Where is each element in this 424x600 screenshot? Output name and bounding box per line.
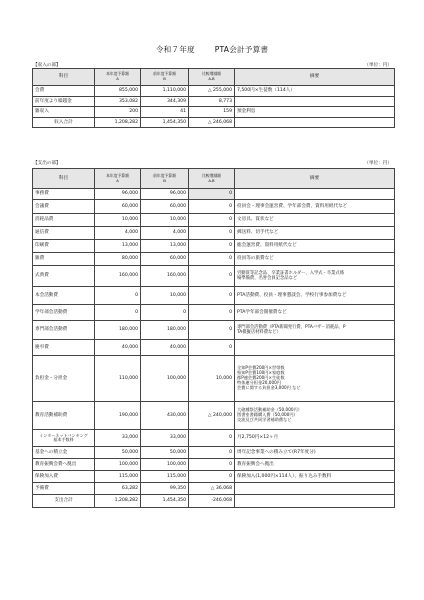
row-item: 式典費 xyxy=(33,266,95,287)
row-previous: 100,000 xyxy=(141,459,189,471)
row-current: 110,000 xyxy=(95,356,141,402)
row-note: 総会運営費、資料用紙代など xyxy=(235,240,395,253)
row-diff: 0 xyxy=(189,266,235,287)
row-diff: 0 xyxy=(189,287,235,305)
row-current: 180,000 xyxy=(95,321,141,340)
expense-table xyxy=(32,168,395,508)
row-item: 収入合計 xyxy=(33,117,95,128)
row-current: 1,208,282 xyxy=(95,495,141,508)
row-previous: 10,000 xyxy=(141,214,189,227)
row-item: 通信費 xyxy=(33,227,95,240)
table-row xyxy=(33,483,395,495)
row-item: 会議費 xyxy=(33,200,95,214)
row-note: PTA学年部会開催費など xyxy=(235,305,395,321)
table-row xyxy=(33,96,395,107)
row-current: 1,208,282 xyxy=(95,117,141,128)
row-note xyxy=(235,117,395,128)
row-diff: △ 36,068 xyxy=(189,483,235,495)
row-diff: 8,773 xyxy=(189,96,235,107)
row-note: 労勤賞等記念品、卒業証書ホルダー、入学式・卒業式係 場準備費、名誉会員記念品など xyxy=(235,266,395,287)
row-diff: 0 xyxy=(189,214,235,227)
row-note xyxy=(235,495,395,508)
table-row xyxy=(33,253,395,266)
row-item: 教育振興会費へ拠出 xyxy=(33,459,95,471)
row-item: 雑費 xyxy=(33,253,95,266)
row-diff: △ 246,068 xyxy=(189,117,235,128)
table-row xyxy=(33,266,395,287)
row-current: 115,000 xyxy=(95,471,141,483)
row-note: 月2,750円×12ヶ月 xyxy=(235,430,395,447)
table-row xyxy=(33,471,395,483)
income-total-row xyxy=(33,117,395,128)
row-current: 855,000 xyxy=(95,86,141,97)
title-name: PTA会計予算書 xyxy=(214,45,269,54)
row-note: 郵送料、切手代など xyxy=(235,227,395,240)
row-diff: 0 xyxy=(189,253,235,266)
col-header-current: 本年度予算額 A xyxy=(95,69,141,86)
table-row xyxy=(33,287,395,305)
row-current: 80,000 xyxy=(95,253,141,266)
row-item: 雑収入 xyxy=(33,107,95,118)
row-note: 大砲種祭活動補助金（50,000円） 図書室書籍購入費（50,000円） 交流及び共同学習補助費など xyxy=(235,402,395,430)
row-diff: 0 xyxy=(189,240,235,253)
row-previous: 10,000 xyxy=(141,287,189,305)
row-previous: 344,309 xyxy=(141,96,189,107)
row-previous: 180,000 xyxy=(141,321,189,340)
row-item: 負担金・分担金 xyxy=(33,356,95,402)
row-item: 専門部会活動費 xyxy=(33,321,95,340)
table-row xyxy=(33,402,395,430)
row-note xyxy=(235,483,395,495)
row-note: 役員等の旅費など xyxy=(235,253,395,266)
table-row xyxy=(33,189,395,200)
expense-header-row xyxy=(33,169,395,189)
table-row xyxy=(33,340,395,356)
row-item: 事務費 xyxy=(33,189,95,200)
row-previous: 50,000 xyxy=(141,447,189,459)
row-diff: 0 xyxy=(189,189,235,200)
expense-section-label: 【支出の部】 xyxy=(33,161,61,166)
row-diff: 0 xyxy=(189,471,235,483)
row-item: 会費 xyxy=(33,86,95,97)
table-row xyxy=(33,214,395,227)
row-item: 印刷費 xyxy=(33,240,95,253)
row-diff: 159 xyxy=(189,107,235,118)
row-current: 13,000 xyxy=(95,240,141,253)
table-row xyxy=(33,447,395,459)
table-row xyxy=(33,459,395,471)
row-diff: 0 xyxy=(189,321,235,340)
row-previous: 1,454,350 xyxy=(141,495,189,508)
row-previous: 41 xyxy=(141,107,189,118)
row-note xyxy=(235,340,395,356)
row-previous: 100,000 xyxy=(141,356,189,402)
row-previous: 60,000 xyxy=(141,200,189,214)
row-current: 96,000 xyxy=(95,189,141,200)
row-note xyxy=(235,189,395,200)
row-diff: 0 xyxy=(189,200,235,214)
row-current: 60,000 xyxy=(95,200,141,214)
row-item: 消耗品費 xyxy=(33,214,95,227)
row-previous: 40,000 xyxy=(141,340,189,356)
expense-unit-note: （単位：円） xyxy=(364,161,392,166)
table-row xyxy=(33,321,395,340)
row-note: 教育振興会へ拠出 xyxy=(235,459,395,471)
row-diff: △ 255,000 xyxy=(189,86,235,97)
row-item: 予備費 xyxy=(33,483,95,495)
row-previous: 1,110,000 xyxy=(141,86,189,97)
expense-total-row xyxy=(33,495,395,508)
row-note: 周年記念事業への積み立て(R7年度分) xyxy=(235,447,395,459)
col-header-diff: 比較増減額 A-B xyxy=(189,69,235,86)
row-previous: 13,000 xyxy=(141,240,189,253)
income-section-label: 【収入の部】 xyxy=(33,63,61,68)
row-note: 役員会・理事会運営費、学年部会費、資料用紙代など xyxy=(235,200,395,214)
row-previous: 160,000 xyxy=(141,266,189,287)
row-item: 学年部会活動費 xyxy=(33,305,95,321)
table-row xyxy=(33,107,395,118)
table-row xyxy=(33,240,395,253)
row-item: 保険加入費 xyxy=(33,471,95,483)
row-note: 専門部会活動費（PTA新聞発行費、PTAバザー消耗品、P TA模擬店材料費など） xyxy=(235,321,395,340)
row-previous: 430,000 xyxy=(141,402,189,430)
row-note: 文房具、賞状など xyxy=(235,214,395,227)
table-row xyxy=(33,305,395,321)
row-diff: 0 xyxy=(189,305,235,321)
document-title xyxy=(0,44,424,55)
table-row xyxy=(33,430,395,447)
col-header-current: 本年度予算額 A xyxy=(95,169,141,189)
row-previous: 115,000 xyxy=(141,471,189,483)
row-item: 支出合計 xyxy=(33,495,95,508)
income-unit-note: （単位：円） xyxy=(364,63,392,68)
row-current: 100,000 xyxy=(95,459,141,471)
row-diff: -246,068 xyxy=(189,495,235,508)
row-diff: 0 xyxy=(189,340,235,356)
row-current: 353,082 xyxy=(95,96,141,107)
title-era: 令和７年度 xyxy=(155,45,195,54)
row-item: 教育活動補助費 xyxy=(33,402,95,430)
row-note: 保険加入(1,000円×114人）、振り込み手数料 xyxy=(235,471,395,483)
row-previous: 33,000 xyxy=(141,430,189,447)
row-current: 0 xyxy=(95,287,141,305)
row-item: 前年度より繰越金 xyxy=(33,96,95,107)
row-current: 10,000 xyxy=(95,214,141,227)
row-current: 4,000 xyxy=(95,227,141,240)
row-previous: 0 xyxy=(141,305,189,321)
row-diff: 0 xyxy=(189,459,235,471)
col-header-diff: 比較増減額 A-B xyxy=(189,169,235,189)
row-diff: 0 xyxy=(189,227,235,240)
row-item: 本会活動費 xyxy=(33,287,95,305)
col-header-item: 科目 xyxy=(33,69,95,86)
row-diff: 0 xyxy=(189,447,235,459)
row-diff: 0 xyxy=(189,430,235,447)
row-note: 預金利息 xyxy=(235,107,395,118)
row-item: 慶弔費 xyxy=(33,340,95,356)
row-previous: 4,000 xyxy=(141,227,189,240)
row-previous: 60,000 xyxy=(141,253,189,266)
col-header-note: 摘要 xyxy=(235,69,395,86)
row-current: 160,000 xyxy=(95,266,141,287)
row-item: インターネットバンキング 基本手数料 xyxy=(33,430,95,447)
row-current: 190,000 xyxy=(95,402,141,430)
row-note: 7,500円×生徒数（114人） xyxy=(235,86,395,97)
row-item: 基金への積立金 xyxy=(33,447,95,459)
row-previous: 1,454,350 xyxy=(141,117,189,128)
income-header-row xyxy=(33,69,395,86)
col-header-previous: 前年度予算額 B xyxy=(141,69,189,86)
row-note: 全知P会費200円×世帯数 県知P会費100円×家庭数 郡P連会費200円×生徒数 特体連分担金20,000円 会費に関する負担金3,000円 など xyxy=(235,356,395,402)
col-header-item: 科目 xyxy=(33,169,95,189)
row-note: PTA活動費、役員・理事懇談会、学校行事参加費など xyxy=(235,287,395,305)
table-row xyxy=(33,356,395,402)
col-header-previous: 前年度予算額 B xyxy=(141,169,189,189)
row-current: 63,282 xyxy=(95,483,141,495)
row-diff: △ 240,000 xyxy=(189,402,235,430)
row-previous: 96,000 xyxy=(141,189,189,200)
table-row xyxy=(33,200,395,214)
row-current: 200 xyxy=(95,107,141,118)
row-current: 50,000 xyxy=(95,447,141,459)
row-note xyxy=(235,96,395,107)
row-current: 40,000 xyxy=(95,340,141,356)
table-row xyxy=(33,227,395,240)
row-current: 0 xyxy=(95,305,141,321)
row-current: 33,000 xyxy=(95,430,141,447)
col-header-note: 摘要 xyxy=(235,169,395,189)
row-diff: 10,000 xyxy=(189,356,235,402)
table-row xyxy=(33,86,395,97)
income-table xyxy=(32,68,395,128)
row-previous: 99,350 xyxy=(141,483,189,495)
